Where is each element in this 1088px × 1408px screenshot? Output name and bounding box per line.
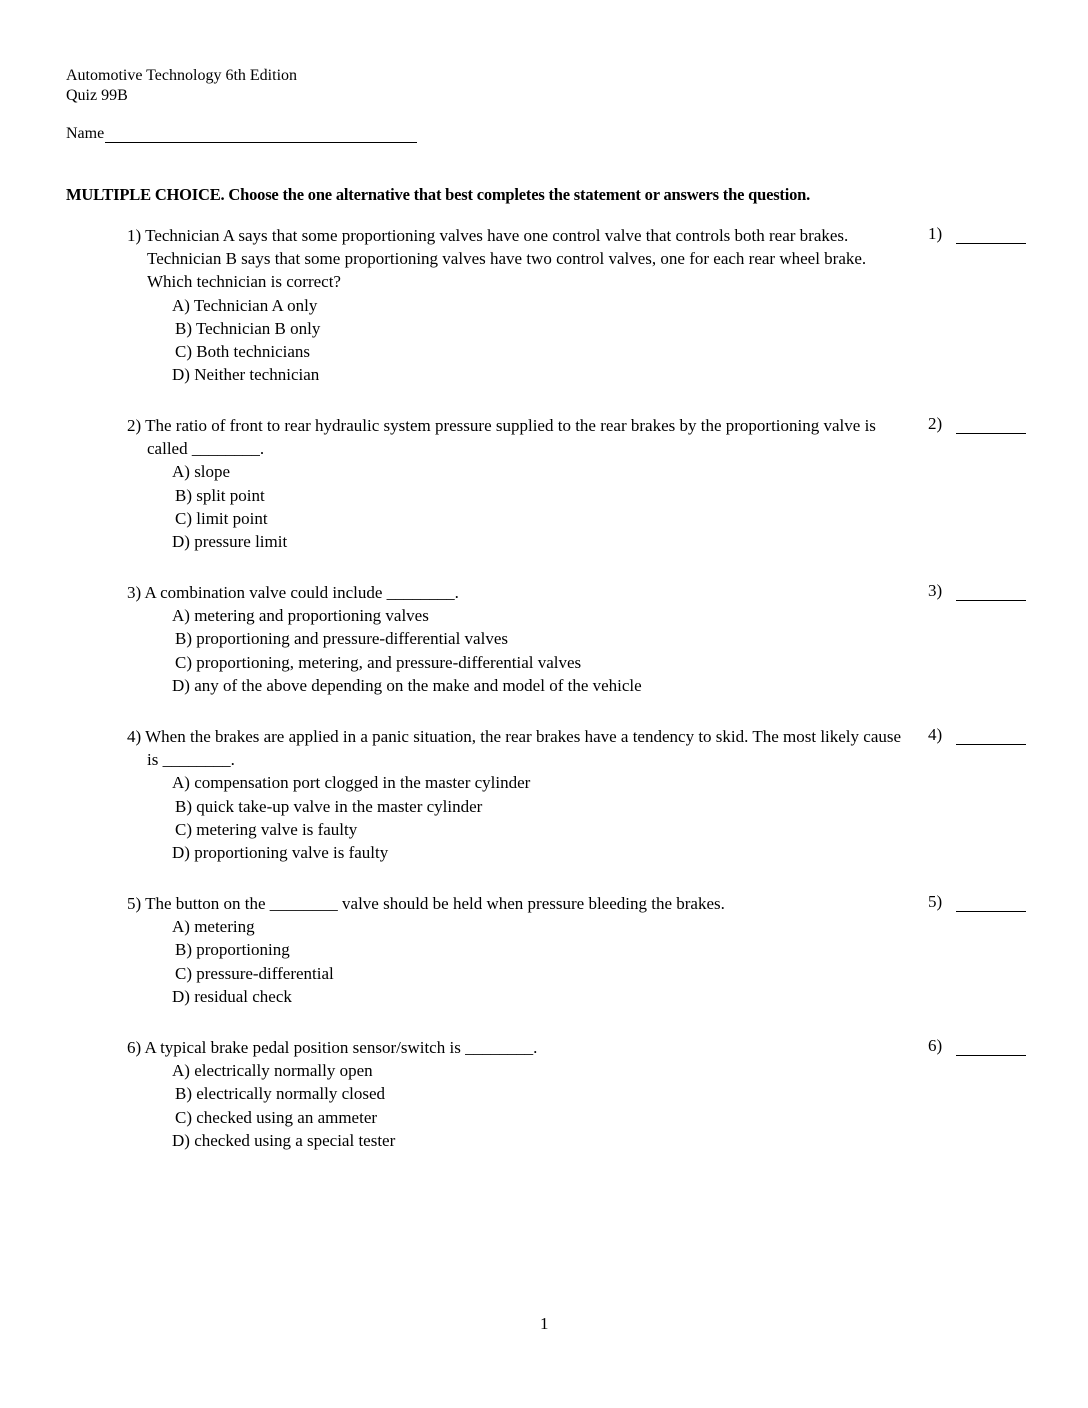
option-a: A) compensation port clogged in the master cylinder [172,773,531,793]
answer-number: 3) [928,581,943,600]
name-label: Name [66,125,105,142]
course-title: Automotive Technology 6th Edition [66,67,298,84]
option-a: A) slope [172,462,231,482]
answer-slot-2 [928,414,1026,434]
name-blank[interactable] [105,124,417,143]
question-5 [127,892,907,1008]
question-3 [127,581,907,697]
question-stem: 3) A combination valve could include ________. [127,583,459,602]
name-row [66,124,417,143]
options-list [172,604,907,697]
document-header [66,66,297,106]
question-2 [127,414,907,553]
question-stem: 1) Technician A says that some proportioning valves have one control valve that controls both rear brakes. Technician B says that some proportioning valves have two control valves, one for each rear wheel brake. Which technician is correct? [127,226,867,292]
option-c: C) limit point [175,508,268,528]
answer-slot-3 [928,581,1026,601]
option-d: D) any of the above depending on the make and model of the vehicle [172,675,642,695]
option-b: B) Technician B only [175,318,321,338]
option-d: D) proportioning valve is faulty [172,843,389,863]
answer-slot-5 [928,892,1026,912]
question-stem: 2) The ratio of front to rear hydraulic system pressure supplied to the rear brakes by the proportioning valve is called ________. [127,416,876,459]
options-list [172,771,907,864]
answer-number: 5) [928,892,943,911]
answer-blank[interactable] [956,419,1026,434]
option-b: B) split point [175,485,265,505]
answer-number: 6) [928,1036,943,1055]
answer-blank[interactable] [956,730,1026,745]
question-stem: 4) When the brakes are applied in a panic situation, the rear brakes have a tendency to skid. The most likely cause is ________. [127,727,902,770]
option-d: D) Neither technician [172,365,320,385]
options-list [172,1059,907,1152]
answer-number: 4) [928,725,943,744]
options-list [172,294,907,387]
option-d: D) residual check [172,986,292,1006]
page-number: 1 [540,1314,549,1333]
answer-slot-4 [928,725,1026,745]
answer-number: 2) [928,414,943,433]
answer-blank[interactable] [956,1041,1026,1056]
answer-blank[interactable] [956,586,1026,601]
question-1 [127,224,907,386]
option-d: D) pressure limit [172,532,288,552]
options-list [172,915,907,1008]
option-a: A) electrically normally open [172,1061,373,1081]
option-d: D) checked using a special tester [172,1130,396,1150]
answer-number: 1) [928,224,943,243]
options-list [172,460,907,553]
question-stem: 6) A typical brake pedal position sensor/switch is ________. [127,1038,538,1057]
option-a: A) metering and proportioning valves [172,606,429,626]
option-b: B) proportioning and pressure-differential valves [175,629,508,649]
answer-blank[interactable] [956,229,1026,244]
answer-blank[interactable] [956,897,1026,912]
option-c: C) pressure-differential [175,963,334,983]
option-b: B) electrically normally closed [175,1084,386,1104]
question-4 [127,725,907,864]
option-c: C) checked using an ammeter [175,1107,378,1127]
option-b: B) proportioning [175,940,290,960]
option-b: B) quick take-up valve in the master cylinder [175,796,483,816]
option-a: A) metering [172,917,255,937]
answer-slot-6 [928,1036,1026,1056]
option-c: C) metering valve is faulty [175,819,358,839]
option-a: A) Technician A only [172,295,318,315]
question-6 [127,1036,907,1152]
quiz-title: Quiz 99B [66,87,128,104]
section-instructions: MULTIPLE CHOICE. Choose the one alternative that best completes the statement or answers the question. [66,185,811,204]
question-stem: 5) The button on the ________ valve should be held when pressure bleeding the brakes. [127,894,725,913]
option-c: C) Both technicians [175,342,311,362]
option-c: C) proportioning, metering, and pressure-differential valves [175,652,582,672]
answer-slot-1 [928,224,1026,244]
